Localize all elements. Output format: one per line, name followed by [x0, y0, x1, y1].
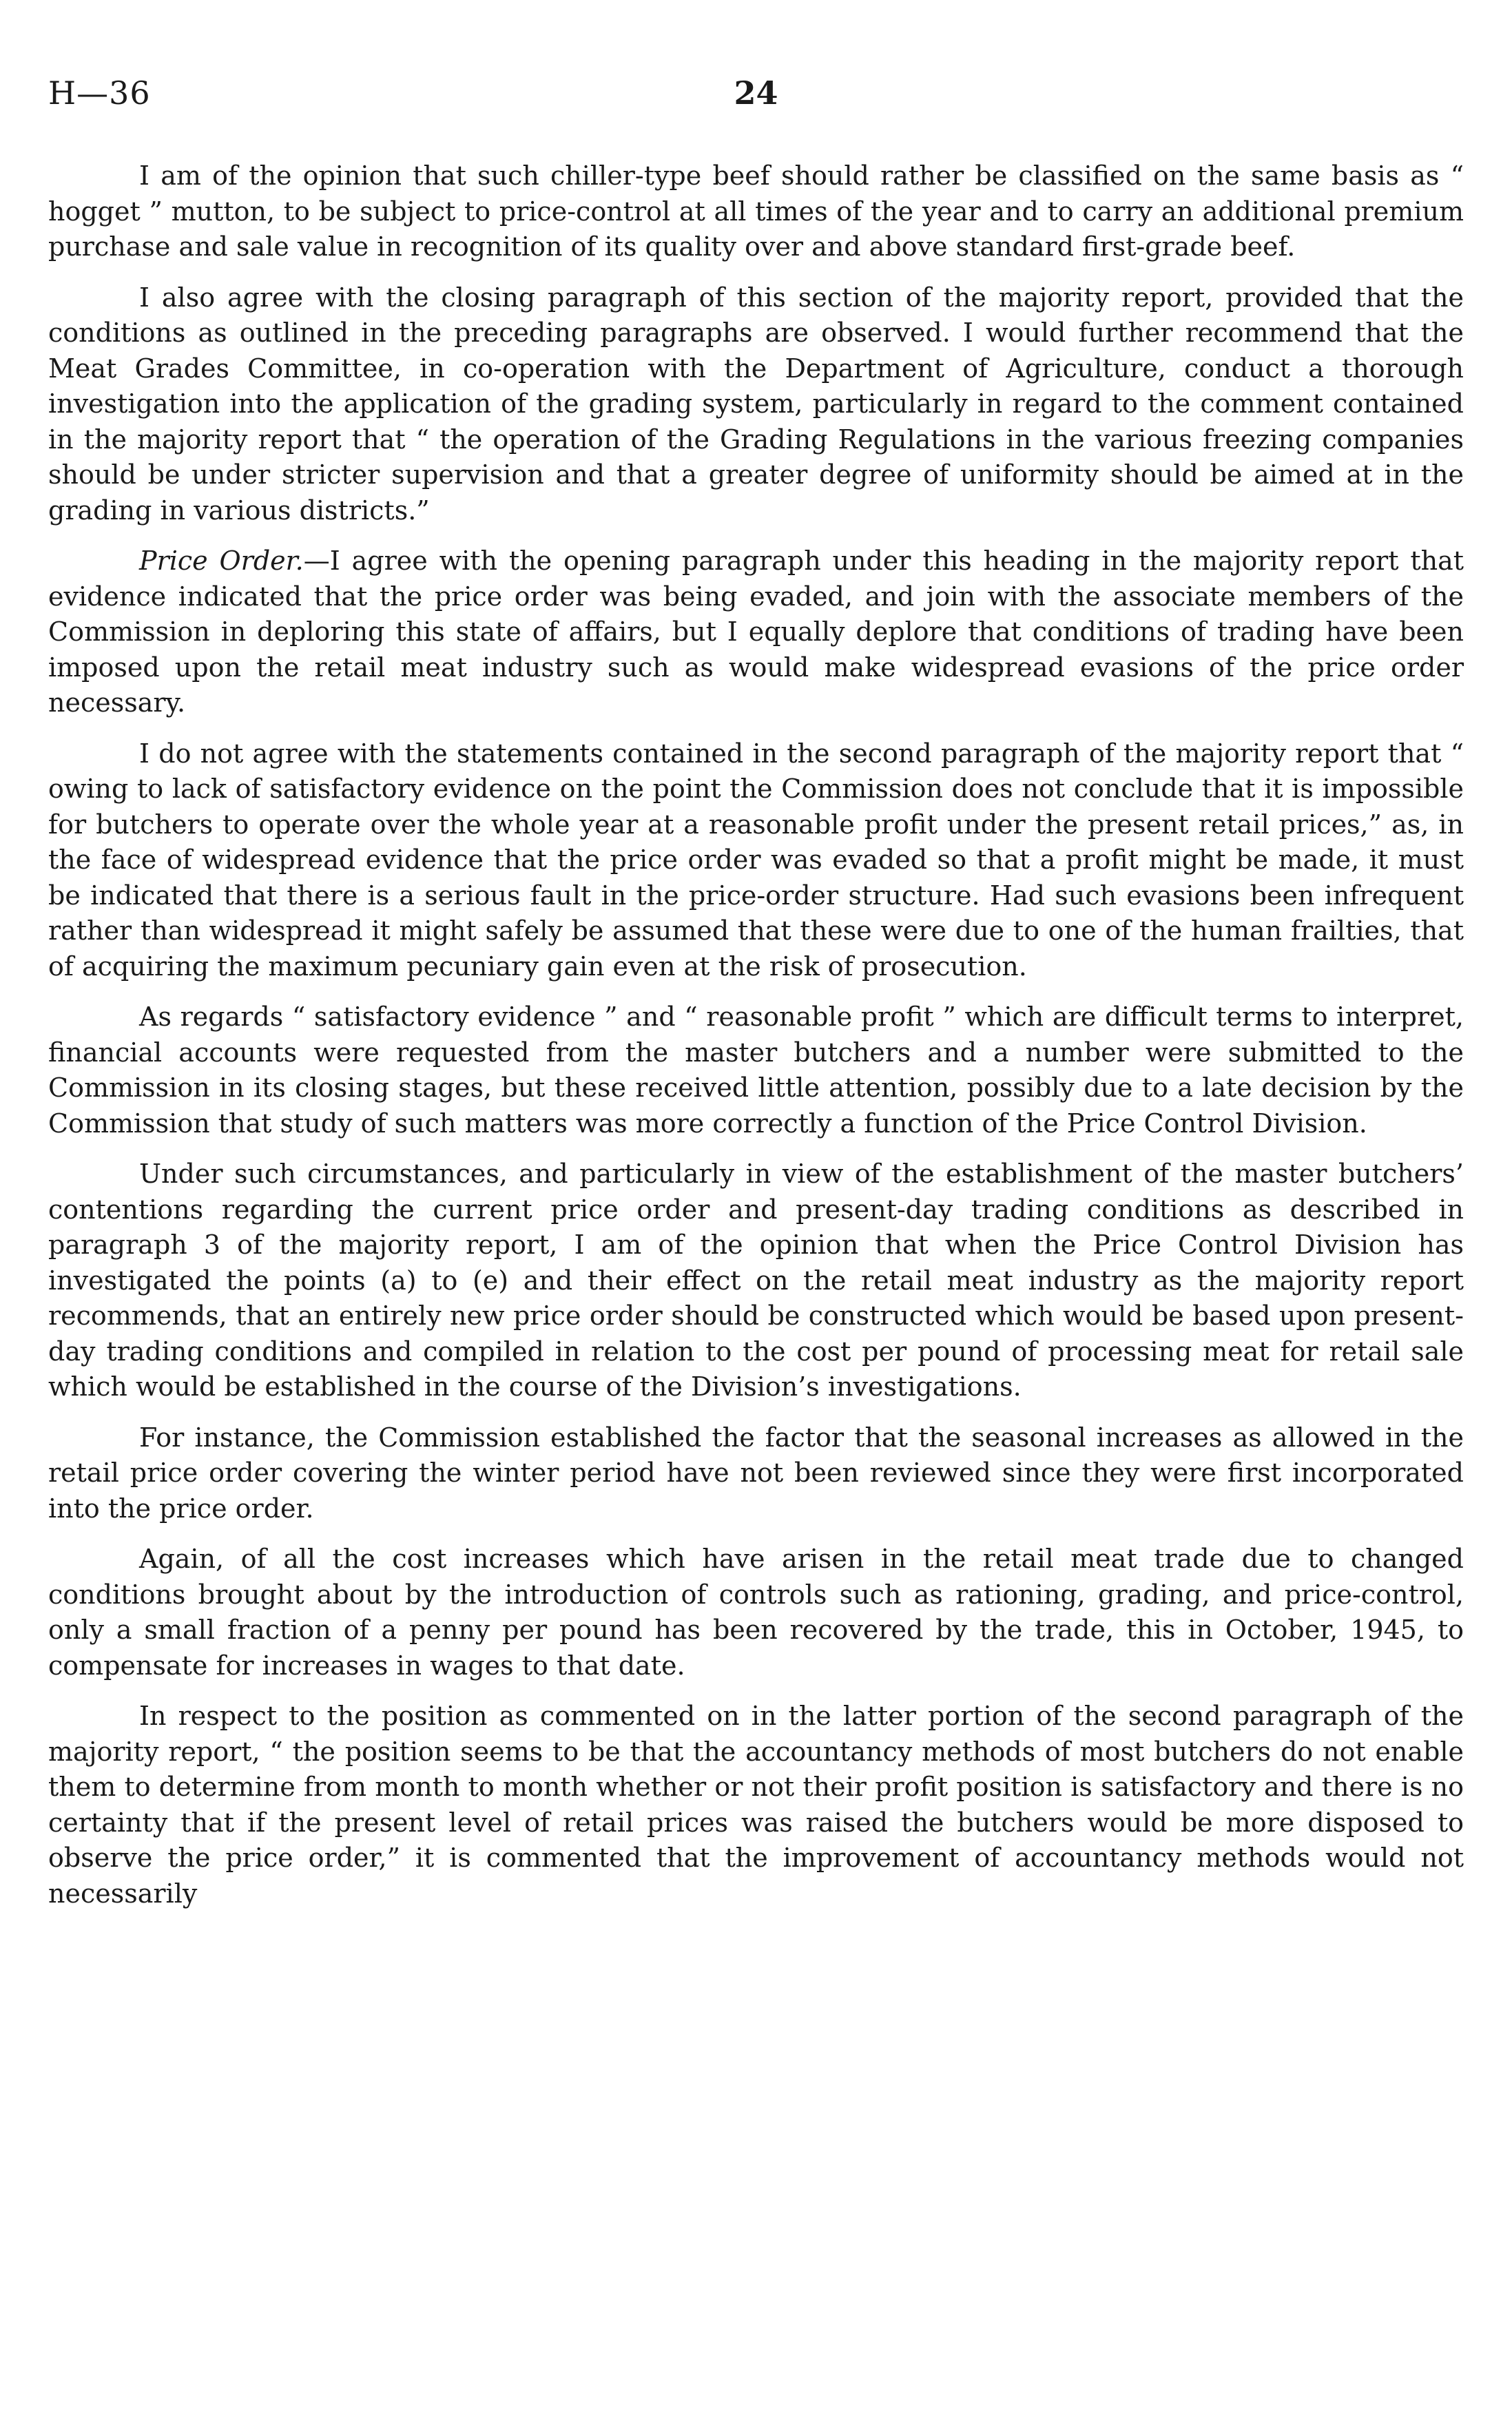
paragraph-disagreement: [48, 736, 1464, 985]
paragraph-text: Again, of all the cost increases which have arisen in the retail meat trade due to changed conditions brought about by the introduction of controls such as rationing, grading, and price-control, only a small fraction of a penny per pound has been recovered by the trade, this in October, 1945, to compensate for increases in wages to that date.: [48, 1544, 1464, 1681]
paragraph-text: —I agree with the opening paragraph under this heading in the majority report that evidence indicated that the price order was being evaded, and join with the associate members of the Commission in deploring this state of affairs, but I equally deplore that conditions of trading have been imposed upon the retail meat industry such as would make widespread evasions of the price order necessary.: [48, 546, 1464, 718]
document-reference: H—36: [48, 74, 151, 112]
paragraph-satisfactory-evidence: [48, 999, 1464, 1141]
paragraph-accountancy-methods: [48, 1699, 1464, 1911]
paragraph-text: As regards “ satisfactory evidence ” and “ reasonable profit ” which are difficult terms to interpret, financial accounts were requested from the master butchers and a number were submitted to the Commission in its closing stages, but these received little attention, possibly due to a late decision by the Commission that study of such matters was more correctly a function of the Price Control Division.: [48, 1002, 1464, 1139]
report-body: [48, 158, 1464, 1911]
paragraph-text: I do not agree with the statements contained in the second paragraph of the majority report that “ owing to lack of satisfactory evidence on the point the Commission does not conclude that it is impossible for butchers to operate over the whole year at a reasonable profit under the present retail prices,” as, in the face of widespread evidence that the price order was evaded so that a profit might be made, it must be indicated that there is a serious fault in the price-order structure. Had such evasions been infrequent rather than widespread it might safely be assumed that these were due to one of the human frailties, that of acquiring the maximum pecuniary gain even at the risk of prosecution.: [48, 738, 1464, 982]
paragraph-text: Under such circumstances, and particularly in view of the establishment of the master butchers’ contentions regarding the current price order and present-day trading conditions as described in paragraph 3 of the majority report, I am of the opinion that when the Price Control Division has investigated the points (a) to (e) and their effect on the retail meat industry as the majority report recommends, that an entirely new price order should be constructed which would be based upon present-day trading conditions and compiled in relation to the cost per pound of processing meat for retail sale which would be established in the course of the Division’s investigations.: [48, 1159, 1464, 1402]
paragraph-text: For instance, the Commission established the factor that the seasonal increases as allowed in the retail price order covering the winter period have not been reviewed since they were first incorporated into the price order.: [48, 1422, 1464, 1524]
paragraph-chiller-beef: [48, 158, 1464, 265]
page-number: 24: [734, 74, 778, 112]
paragraph-cost-increases: [48, 1542, 1464, 1683]
paragraph-text: In respect to the position as commented on in the latter portion of the second paragraph of the majority report, “ the position seems to be that the accountancy methods of most butchers do not enable them to determine from month to month whether or not their profit position is satisfactory and there is no certainty that if the present level of retail prices was raised the butchers would be more disposed to observe the price order,” it is commented that the improvement of accountancy methods would not necessarily: [48, 1701, 1464, 1909]
paragraph-seasonal-increases: [48, 1420, 1464, 1527]
paragraph-text: I also agree with the closing paragraph of this section of the majority report, provided that the conditions as outlined in the preceding paragraphs are observed. I would further recommend that the Meat Grades Committee, in co-operation with the Department of Agriculture, conduct a thorough investigation into the application of the grading system, particularly in regard to the comment contained in the majority report that “ the operation of the Grading Regulations in the various freezing companies should be under stricter supervision and that a greater degree of uniformity should be aimed at in the grading in various districts.”: [48, 282, 1464, 526]
paragraph-text: I am of the opinion that such chiller-type beef should rather be classified on the same basis as “ hogget ” mutton, to be subject to price-control at all times of the year and to carry an additional premium purchase and sale value in recognition of its quality over and above standard first-grade beef.: [48, 160, 1464, 262]
paragraph-price-order: [48, 543, 1464, 721]
paragraph-new-price-order: [48, 1157, 1464, 1405]
paragraph-closing-grading: [48, 280, 1464, 529]
page-header: [48, 74, 1464, 123]
section-heading-price-order: Price Order.: [139, 546, 304, 576]
